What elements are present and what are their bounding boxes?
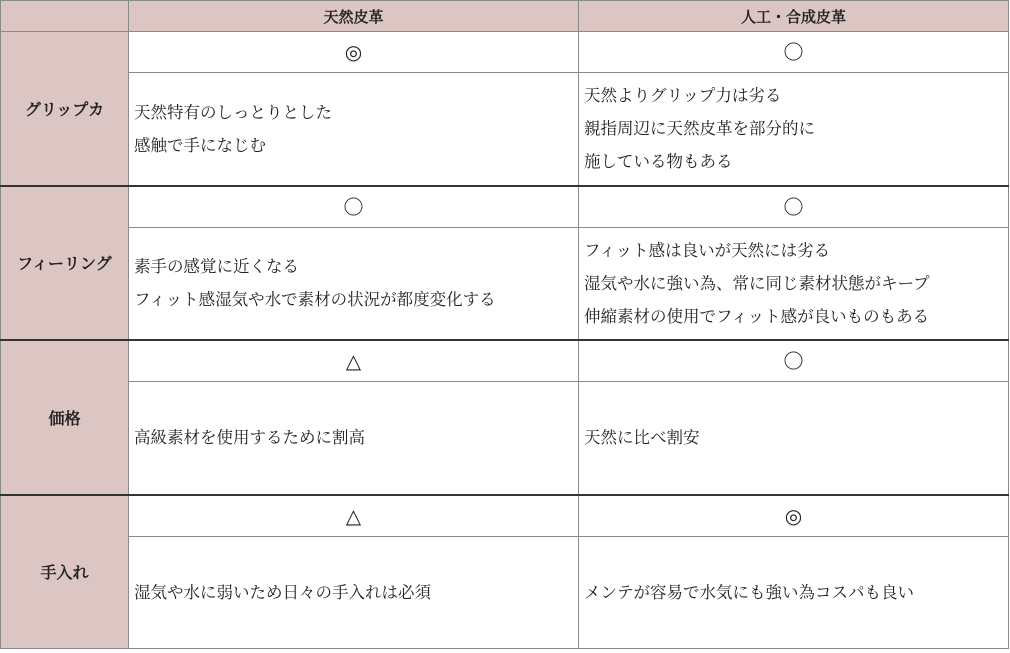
row-label-price: 価格 [1,340,129,495]
desc-line: フィット感湿気や水で素材の状況が都度変化する [134,290,496,310]
desc-line: 伸縮素材の使用でフィット感が良いものもある [584,306,930,326]
rating-natural-grip: ◎ [129,32,579,73]
rating-row-feeling [1,186,1009,228]
desc-line: 感触で手になじむ [134,135,266,155]
header-synthetic-leather: 人工・合成皮革 [579,1,1009,32]
rating-synthetic-price: 〇 [579,340,1009,382]
row-label-feeling: フィーリング [1,186,129,341]
rating-natural-care: △ [129,495,579,537]
row-label-care: 手入れ [1,495,129,649]
rating-synthetic-grip: 〇 [579,32,1009,73]
desc-synthetic-price [579,382,1009,495]
desc-natural-price [129,382,579,495]
desc-line: メンテが容易で水気にも強い為コスパも良い [584,582,914,602]
header-natural-leather: 天然皮革 [129,1,579,32]
desc-natural-grip [129,73,579,186]
desc-row-grip [1,73,1009,186]
rating-row-price [1,340,1009,382]
desc-line: 素手の感覚に近くなる [134,257,299,277]
rating-natural-price: △ [129,340,579,382]
desc-line: フィット感は良いが天然には劣る [584,240,831,260]
rating-row-care [1,495,1009,537]
desc-row-feeling [1,227,1009,340]
rating-natural-feeling: 〇 [129,186,579,228]
desc-natural-feeling [129,227,579,340]
desc-line: 親指周辺に天然皮革を部分的に [584,119,815,139]
rating-synthetic-feeling: 〇 [579,186,1009,228]
desc-line: 天然特有のしっとりとした [134,102,332,122]
desc-line: 高級素材を使用するために割高 [134,428,365,448]
desc-line: 湿気や水に弱いため日々の手入れは必須 [134,582,431,602]
desc-row-care [1,536,1009,648]
desc-synthetic-feeling [579,227,1009,340]
desc-natural-care [129,536,579,648]
desc-row-price [1,382,1009,495]
desc-line: 天然に比べ割安 [584,428,700,448]
desc-line: 湿気や水に強い為、常に同じ素材状態がキープ [584,273,930,293]
desc-synthetic-care [579,536,1009,648]
desc-line: 施している物もある [584,152,733,172]
desc-line: 天然よりグリップ力は劣る [584,86,782,106]
row-label-grip: グリップカ [1,32,129,186]
corner-cell [1,1,129,32]
rating-row-grip [1,32,1009,73]
desc-synthetic-grip [579,73,1009,186]
rating-synthetic-care: ◎ [579,495,1009,537]
header-row [1,1,1009,32]
